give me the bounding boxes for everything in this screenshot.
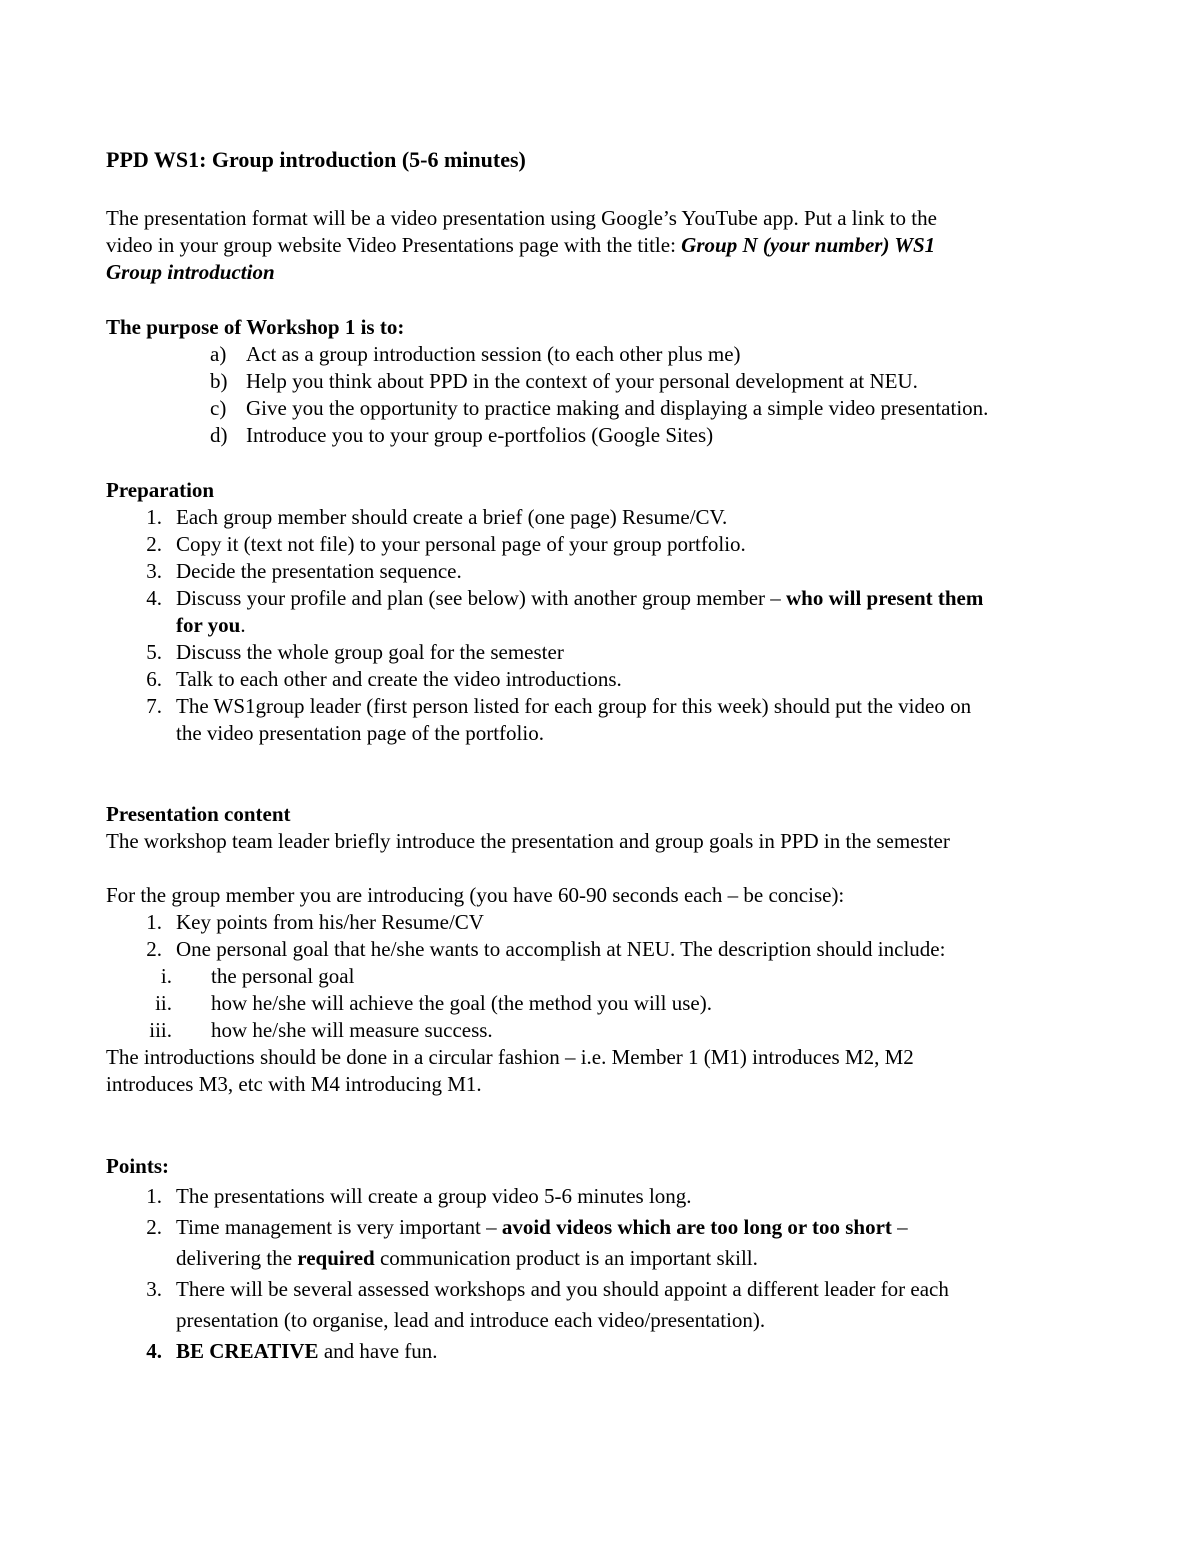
list-marker: 6. xyxy=(146,667,162,691)
list-item-text: Give you the opportunity to practice making and displaying a simple video presentation. xyxy=(246,396,989,420)
list-marker: 7. xyxy=(146,694,162,718)
purpose-list xyxy=(106,341,1106,449)
list-item-text: The WS1group leader (first person listed for each group for this week) should put the video on xyxy=(176,694,972,718)
list-item-text: There will be several assessed workshops and you should appoint a different leader for each xyxy=(176,1277,949,1301)
list-item-continuation: the video presentation page of the portfolio. xyxy=(176,721,544,745)
list-item-continuation: delivering the required communication product is an important skill. xyxy=(176,1246,758,1270)
list-item xyxy=(106,558,1106,585)
list-item-text: Talk to each other and create the video introductions. xyxy=(176,667,622,691)
list-item-text: Introduce you to your group e-portfolios (Google Sites) xyxy=(246,423,714,447)
sub-list-marker: iii. xyxy=(149,1018,172,1042)
list-item xyxy=(106,341,1106,368)
list-marker: 4. xyxy=(146,1339,162,1363)
list-item xyxy=(106,936,1106,963)
sub-list-item-text: how he/she will measure success. xyxy=(211,1018,493,1042)
list-marker: 5. xyxy=(146,640,162,664)
sub-list-item xyxy=(106,1017,1106,1044)
list-marker: 1. xyxy=(146,505,162,529)
list-marker: c) xyxy=(210,396,227,420)
list-marker: 1. xyxy=(146,910,162,934)
list-item xyxy=(106,368,1106,395)
list-marker: 2. xyxy=(146,532,162,556)
list-marker: 2. xyxy=(146,1215,162,1239)
list-item xyxy=(106,395,1106,422)
list-item-continuation: for you. xyxy=(176,613,246,637)
list-marker: 4. xyxy=(146,586,162,610)
list-marker: 1. xyxy=(146,1184,162,1208)
list-item-text: Help you think about PPD in the context of your personal development at NEU. xyxy=(246,369,918,393)
list-marker: a) xyxy=(210,342,227,366)
list-item xyxy=(106,639,1106,666)
list-item-text: Copy it (text not file) to your personal page of your group portfolio. xyxy=(176,532,746,556)
list-item-text: Each group member should create a brief (one page) Resume/CV. xyxy=(176,505,728,529)
list-marker: 2. xyxy=(146,937,162,961)
list-item xyxy=(106,909,1106,936)
purpose-heading: The purpose of Workshop 1 is to: xyxy=(106,315,405,339)
intro-line-2: video in your group website Video Presentations page with the title: Group N (your number) WS1 xyxy=(106,233,936,257)
list-item xyxy=(106,531,1106,558)
sub-list-marker: ii. xyxy=(155,991,172,1015)
list-item xyxy=(106,1338,1106,1369)
list-item xyxy=(106,585,1106,639)
list-item xyxy=(106,1214,1106,1276)
sub-list-item-text: how he/she will achieve the goal (the method you will use). xyxy=(211,991,712,1015)
sub-list-item xyxy=(106,963,1106,990)
circular-paragraph xyxy=(106,1044,1106,1098)
circular-line-1: The introductions should be done in a circular fashion – i.e. Member 1 (M1) introduces M2, M2 xyxy=(106,1045,914,1069)
video-title-text: Group N (your number) WS1 xyxy=(681,233,936,257)
list-marker: 3. xyxy=(146,559,162,583)
list-item-text: The presentations will create a group video 5-6 minutes long. xyxy=(176,1184,692,1208)
intro-line-1: The presentation format will be a video presentation using Google’s YouTube app. Put a link to the xyxy=(106,206,937,230)
page-title: PPD WS1: Group introduction (5-6 minutes) xyxy=(106,147,526,172)
circular-line-2: introduces M3, etc with M4 introducing M1. xyxy=(106,1072,482,1096)
intro-paragraph xyxy=(106,205,1106,286)
list-item xyxy=(106,693,1106,747)
list-item-text: BE CREATIVE and have fun. xyxy=(176,1339,438,1363)
points-list xyxy=(106,1183,1106,1369)
list-item-text: One personal goal that he/she wants to accomplish at NEU. The description should include: xyxy=(176,937,946,961)
sub-list-marker: i. xyxy=(160,964,172,988)
content-list xyxy=(106,909,1106,1044)
list-marker: d) xyxy=(210,423,228,447)
sub-list-item xyxy=(106,990,1106,1017)
list-item-continuation: presentation (to organise, lead and introduce each video/presentation). xyxy=(176,1308,766,1332)
list-item-text: Time management is very important – avoid videos which are too long or too short – xyxy=(176,1215,908,1239)
content-heading: Presentation content xyxy=(106,802,291,826)
list-item xyxy=(106,422,1106,449)
list-item-text: Discuss the whole group goal for the semester xyxy=(176,640,564,664)
points-heading: Points: xyxy=(106,1154,169,1178)
member-line: For the group member you are introducing (you have 60-90 seconds each – be concise): xyxy=(106,883,845,907)
list-item-text: Act as a group introduction session (to each other plus me) xyxy=(246,342,741,366)
list-item xyxy=(106,1183,1106,1214)
list-item-text: Discuss your profile and plan (see below) with another group member – who will present them xyxy=(176,586,984,610)
list-marker: 3. xyxy=(146,1277,162,1301)
preparation-list xyxy=(106,504,1106,747)
preparation-heading: Preparation xyxy=(106,478,215,502)
sub-list-item-text: the personal goal xyxy=(211,964,355,988)
list-item-text: Decide the presentation sequence. xyxy=(176,559,462,583)
list-item xyxy=(106,504,1106,531)
list-marker: b) xyxy=(210,369,228,393)
list-item xyxy=(106,666,1106,693)
list-item xyxy=(106,1276,1106,1338)
leader-line: The workshop team leader briefly introduce the presentation and group goals in PPD in the semester xyxy=(106,829,950,853)
list-item-text: Key points from his/her Resume/CV xyxy=(176,910,484,934)
intro-line-3: Group introduction xyxy=(106,260,275,284)
